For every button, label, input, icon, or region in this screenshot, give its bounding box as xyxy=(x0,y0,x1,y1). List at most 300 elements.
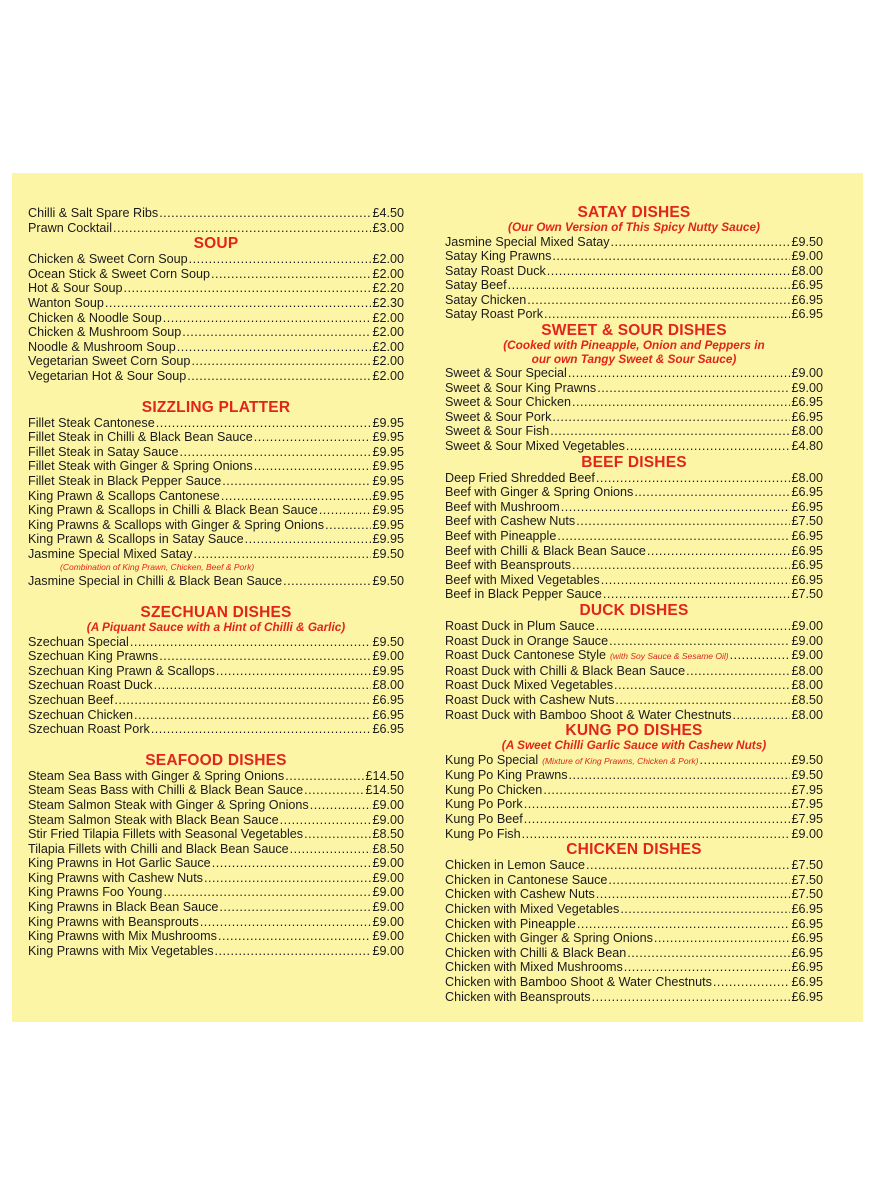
item-price: £6.95 xyxy=(791,989,823,1004)
item-name: Chicken & Sweet Corn Soup xyxy=(28,252,188,267)
dot-leader xyxy=(561,500,791,515)
item-price: £8.00 xyxy=(372,678,404,693)
item-price: £9.00 xyxy=(791,249,823,264)
item-name: Szechuan Special xyxy=(28,634,129,649)
menu-item xyxy=(445,768,823,783)
item-price: £6.95 xyxy=(791,960,823,975)
dot-leader xyxy=(180,445,372,460)
item-name: Chicken with Ginger & Spring Onions xyxy=(445,931,653,946)
dot-leader xyxy=(569,768,791,783)
item-price: £8.00 xyxy=(791,263,823,278)
item-price: £7.50 xyxy=(791,514,823,529)
item-price: £9.50 xyxy=(791,768,823,783)
item-price: £8.00 xyxy=(791,707,823,722)
item-price: £9.95 xyxy=(372,459,404,474)
item-name: Satay Beef xyxy=(445,278,507,293)
menu-item xyxy=(28,649,404,664)
item-price: £7.50 xyxy=(791,872,823,887)
left-column xyxy=(28,206,404,958)
menu-item xyxy=(445,902,823,917)
item-price: £7.50 xyxy=(791,858,823,873)
item-price: £9.95 xyxy=(372,532,404,547)
satay-list xyxy=(445,235,823,323)
item-price: £9.00 xyxy=(372,812,404,827)
item-note: (with Soy Sauce & Sesame Oil) xyxy=(610,651,729,662)
dot-leader xyxy=(163,885,371,900)
item-price: £6.95 xyxy=(791,543,823,558)
item-price: £7.50 xyxy=(791,887,823,902)
item-name: Roast Duck in Plum Sauce xyxy=(445,618,595,633)
menu-item xyxy=(28,693,404,708)
menu-item xyxy=(28,635,404,650)
item-price: £6.95 xyxy=(372,707,404,722)
menu-item xyxy=(28,842,404,857)
item-name: Beef with Chilli & Black Bean Sauce xyxy=(445,543,646,558)
item-price: £2.00 xyxy=(372,266,404,281)
dot-leader xyxy=(634,485,790,500)
sweet-sour-title: SWEET & SOUR DISHES xyxy=(541,322,727,340)
menu-item xyxy=(28,900,404,915)
item-name: Roast Duck with Bamboo Shoot & Water Chestnuts xyxy=(445,707,732,722)
dot-leader xyxy=(211,267,371,282)
dot-leader xyxy=(524,812,791,827)
item-price: £9.95 xyxy=(372,473,404,488)
menu-item xyxy=(445,873,823,888)
menu-item xyxy=(445,558,823,573)
item-price: £9.00 xyxy=(372,943,404,958)
dot-leader xyxy=(552,249,790,264)
seafood-list xyxy=(28,769,404,959)
menu-item xyxy=(28,915,404,930)
item-name: Tilapia Fillets with Chilli and Black Bean Sauce xyxy=(28,841,289,856)
dot-leader xyxy=(159,206,371,221)
dot-leader xyxy=(597,381,790,396)
item-price: £9.00 xyxy=(791,826,823,841)
item-price: £9.00 xyxy=(372,649,404,664)
dot-leader xyxy=(319,503,372,518)
item-price: £7.95 xyxy=(791,782,823,797)
item-name: Chicken in Lemon Sauce xyxy=(445,858,586,873)
item-name: Fillet Steak with Ginger & Spring Onions xyxy=(28,459,253,474)
item-price: £6.95 xyxy=(791,292,823,307)
menu-item xyxy=(445,410,823,425)
dot-leader xyxy=(603,587,791,602)
item-price: £9.00 xyxy=(372,797,404,812)
item-price: £9.00 xyxy=(791,648,823,663)
menu-item xyxy=(445,664,823,679)
dot-leader xyxy=(614,678,790,693)
item-name: King Prawns & Scallops with Ginger & Spring Onions xyxy=(28,517,325,532)
dot-leader xyxy=(572,558,790,573)
dot-leader xyxy=(310,798,372,813)
item-name: Prawn Cocktail xyxy=(28,220,112,235)
menu-item xyxy=(28,783,404,798)
item-price: £9.50 xyxy=(372,634,404,649)
dot-leader xyxy=(290,842,372,857)
menu-item xyxy=(28,678,404,693)
dot-leader xyxy=(557,529,790,544)
dot-leader xyxy=(285,769,364,784)
dot-leader xyxy=(620,902,790,917)
spacer xyxy=(28,737,404,752)
dot-leader xyxy=(524,797,791,812)
item-price: £6.95 xyxy=(791,931,823,946)
item-price: £8.00 xyxy=(791,424,823,439)
item-price: £9.00 xyxy=(372,929,404,944)
menu-item xyxy=(28,445,404,460)
item-price: £9.95 xyxy=(372,444,404,459)
item-name: King Prawn & Scallops Cantonese xyxy=(28,488,220,503)
chicken-title: CHICKEN DISHES xyxy=(566,841,702,859)
combination-note: (Combination of King Prawn, Chicken, Beef & Pork) xyxy=(60,562,255,573)
item-name: Beef with Mixed Vegetables xyxy=(445,572,600,587)
item-name: Satay Roast Duck xyxy=(445,263,546,278)
item-name: Jasmine Special Mixed Satay xyxy=(28,546,193,561)
menu-item xyxy=(28,267,404,282)
item-price: £6.95 xyxy=(791,395,823,410)
satay-subtitle: (Our Own Version of This Spicy Nutty Sauce) xyxy=(508,220,760,234)
item-name: Beef with Mushroom xyxy=(445,499,560,514)
item-price: £9.95 xyxy=(372,430,404,445)
menu-item xyxy=(28,474,404,489)
dot-leader xyxy=(156,416,372,431)
szechuan-title: SZECHUAN DISHES xyxy=(140,604,292,622)
menu-item xyxy=(445,249,823,264)
menu-item xyxy=(445,783,823,798)
item-name: King Prawn & Scallops in Satay Sauce xyxy=(28,532,244,547)
item-name: Beef in Black Pepper Sauce xyxy=(445,587,602,602)
item-price: £9.00 xyxy=(791,380,823,395)
item-price: £2.30 xyxy=(372,295,404,310)
item-price: £9.00 xyxy=(372,870,404,885)
item-name: Steam Sea Bass with Ginger & Spring Onions xyxy=(28,768,285,783)
dot-leader xyxy=(609,634,790,649)
dot-leader xyxy=(219,900,371,915)
item-name: Kung Po Chicken xyxy=(445,782,543,797)
item-price: £6.95 xyxy=(791,558,823,573)
item-name: Vegetarian Hot & Sour Soup xyxy=(28,368,187,383)
item-name: King Prawns Foo Young xyxy=(28,885,163,900)
dot-leader xyxy=(596,619,791,634)
item-name: Szechuan King Prawns xyxy=(28,649,159,664)
menu-item xyxy=(28,325,404,340)
item-price: £7.95 xyxy=(791,797,823,812)
menu-item xyxy=(28,459,404,474)
item-name: Jasmine Special in Chilli & Black Bean Sauce xyxy=(28,574,283,589)
item-name: Fillet Steak in Black Pepper Sauce xyxy=(28,473,222,488)
item-name: Sweet & Sour Special xyxy=(445,366,567,381)
item-name: Szechuan Roast Pork xyxy=(28,722,150,737)
dot-leader xyxy=(200,915,372,930)
item-name: Steam Salmon Steak with Black Bean Sauce xyxy=(28,812,279,827)
menu-item xyxy=(445,514,823,529)
menu-item xyxy=(28,798,404,813)
dot-leader xyxy=(592,990,791,1005)
menu-item xyxy=(445,797,823,812)
dot-leader xyxy=(611,235,791,250)
item-name: Kung Po Beef xyxy=(445,812,523,826)
dot-leader xyxy=(304,783,364,798)
item-name: Beef with Cashew Nuts xyxy=(445,514,576,529)
item-price: £6.95 xyxy=(791,307,823,322)
item-price: £8.00 xyxy=(791,663,823,678)
item-name: Szechuan King Prawn & Scallops xyxy=(28,663,215,678)
dot-leader xyxy=(114,693,371,708)
dot-leader xyxy=(177,340,372,355)
item-name: Kung Po Fish xyxy=(445,826,521,841)
dot-leader xyxy=(105,296,372,311)
item-name: Fillet Steak in Chilli & Black Bean Sauce xyxy=(28,430,253,445)
item-price: £9.00 xyxy=(372,900,404,915)
item-name: Kung Po King Prawns xyxy=(445,768,568,783)
item-name: Roast Duck Cantonese Style xyxy=(445,648,607,663)
item-name: King Prawn & Scallops in Chilli & Black Bean Sauce xyxy=(28,503,318,518)
szechuan-subtitle: (A Piquant Sauce with a Hint of Chilli & Garlic) xyxy=(86,620,346,635)
item-price: £9.95 xyxy=(372,517,404,532)
menu-item xyxy=(445,573,823,588)
item-price: £2.00 xyxy=(372,325,404,340)
menu-item xyxy=(28,354,404,369)
item-price: £9.95 xyxy=(372,488,404,503)
kung-po-title: KUNG PO DISHES xyxy=(565,722,703,740)
menu-item xyxy=(445,471,823,486)
item-price: £6.95 xyxy=(791,901,823,916)
dot-leader xyxy=(568,366,791,381)
menu-item xyxy=(28,871,404,886)
item-name: King Prawns with Mix Mushrooms xyxy=(28,929,217,944)
item-name: King Prawns with Cashew Nuts xyxy=(28,870,203,885)
item-name: Chicken with Cashew Nuts xyxy=(445,887,595,902)
dot-leader xyxy=(576,514,790,529)
menu-item xyxy=(28,416,404,431)
menu-item xyxy=(445,887,823,902)
item-name: King Prawns with Beansprouts xyxy=(28,914,199,929)
menu-item xyxy=(445,693,823,708)
item-name: Roast Duck Mixed Vegetables xyxy=(445,678,614,693)
menu-sheet xyxy=(12,173,863,1022)
item-price: £9.50 xyxy=(791,234,823,249)
dot-leader xyxy=(218,929,372,944)
dot-leader xyxy=(543,783,790,798)
menu-item xyxy=(445,500,823,515)
menu-item xyxy=(445,858,823,873)
item-name: Chicken with Mixed Mushrooms xyxy=(445,960,623,975)
dot-leader xyxy=(601,573,791,588)
item-name: Kung Po Pork xyxy=(445,797,523,812)
item-note: (Mixture of King Prawns, Chicken & Pork) xyxy=(542,755,699,766)
dot-leader xyxy=(733,708,791,723)
menu-item xyxy=(445,946,823,961)
dot-leader xyxy=(615,693,790,708)
item-price: £2.00 xyxy=(372,252,404,267)
sweet-sour-subtitle-1: (Cooked with Pineapple, Onion and Peppers in xyxy=(503,338,765,353)
item-price: £9.95 xyxy=(372,663,404,678)
item-price: £4.50 xyxy=(372,206,404,220)
item-name: Hot & Sour Soup xyxy=(28,281,123,296)
seafood-title: SEAFOOD DISHES xyxy=(145,751,287,769)
menu-item xyxy=(445,648,823,664)
item-price: £8.50 xyxy=(372,827,404,842)
dot-leader xyxy=(654,931,791,946)
item-price: £6.95 xyxy=(791,974,823,989)
dot-leader xyxy=(130,635,372,650)
menu-item xyxy=(28,574,404,589)
dot-leader xyxy=(626,439,791,454)
item-name: Chicken with Pineapple xyxy=(445,916,576,931)
menu-item xyxy=(445,827,823,842)
menu-item xyxy=(445,812,823,827)
item-price: £14.50 xyxy=(365,783,404,798)
dot-leader xyxy=(508,278,791,293)
item-price: £9.00 xyxy=(372,856,404,871)
item-price: £14.50 xyxy=(365,768,404,783)
menu-item xyxy=(445,544,823,559)
dot-leader xyxy=(647,544,791,559)
dot-leader xyxy=(547,264,791,279)
menu-item xyxy=(445,278,823,293)
menu-item xyxy=(28,206,404,221)
dot-leader xyxy=(151,722,372,737)
dot-leader xyxy=(204,871,372,886)
sweet-sour-list xyxy=(445,366,823,454)
dot-leader xyxy=(163,311,372,326)
item-name: King Prawns in Black Bean Sauce xyxy=(28,900,219,915)
item-price: £9.50 xyxy=(372,546,404,561)
dot-leader xyxy=(280,813,372,828)
menu-item xyxy=(28,929,404,944)
item-name: Beef with Ginger & Spring Onions xyxy=(445,485,634,500)
dot-leader xyxy=(283,574,371,589)
menu-item xyxy=(28,503,404,518)
item-name: Roast Duck with Chilli & Black Bean Sauce xyxy=(445,663,686,678)
dot-leader xyxy=(187,369,371,384)
menu-item xyxy=(28,827,404,842)
menu-item xyxy=(445,587,823,602)
item-price: £9.00 xyxy=(791,366,823,381)
menu-item xyxy=(445,366,823,381)
item-price: £6.95 xyxy=(791,409,823,424)
item-name: Kung Po Special xyxy=(445,752,539,767)
menu-item xyxy=(445,975,823,990)
item-price: £9.50 xyxy=(372,574,404,589)
dot-leader xyxy=(527,293,790,308)
dot-leader xyxy=(189,252,372,267)
dot-leader xyxy=(550,424,790,439)
item-name: Steam Salmon Steak with Ginger & Spring Onions xyxy=(28,797,309,812)
menu-item xyxy=(28,532,404,547)
item-name: Fillet Steak in Satay Sauce xyxy=(28,444,179,459)
item-price: £8.00 xyxy=(791,678,823,693)
menu-item xyxy=(445,708,823,723)
dot-leader xyxy=(577,917,791,932)
item-name: Satay King Prawns xyxy=(445,249,552,264)
dot-leader xyxy=(254,459,372,474)
item-price: £7.50 xyxy=(791,587,823,602)
sweet-sour-subtitle-2: our own Tangy Sweet & Sour Sauce) xyxy=(531,351,737,366)
sizzling-platter-list xyxy=(28,416,404,562)
item-name: Noodle & Mushroom Soup xyxy=(28,339,176,354)
dot-leader xyxy=(586,858,790,873)
dot-leader xyxy=(154,678,372,693)
item-price: £6.95 xyxy=(791,916,823,931)
item-price: £9.95 xyxy=(372,415,404,430)
item-price: £6.95 xyxy=(791,572,823,587)
menu-item xyxy=(28,340,404,355)
item-name: Chicken & Mushroom Soup xyxy=(28,325,182,340)
dot-leader xyxy=(304,827,371,842)
menu-item xyxy=(445,424,823,439)
menu-item xyxy=(28,944,404,959)
menu-item xyxy=(28,708,404,723)
satay-title: SATAY DISHES xyxy=(577,204,691,221)
dot-leader xyxy=(730,648,791,663)
item-price: £6.95 xyxy=(791,945,823,960)
item-price: £9.00 xyxy=(791,618,823,633)
item-name: Vegetarian Sweet Corn Soup xyxy=(28,354,191,369)
dot-leader xyxy=(608,873,790,888)
item-price: £9.00 xyxy=(372,885,404,900)
dot-leader xyxy=(686,664,790,679)
dot-leader xyxy=(254,430,372,445)
menu-item xyxy=(28,369,404,384)
menu-item xyxy=(445,931,823,946)
item-price: £6.95 xyxy=(372,692,404,707)
dot-leader xyxy=(222,474,371,489)
menu-item xyxy=(445,439,823,454)
item-price: £2.00 xyxy=(372,368,404,383)
menu-item xyxy=(445,529,823,544)
menu-item xyxy=(445,235,823,250)
menu-item xyxy=(28,518,404,533)
menu-item xyxy=(445,307,823,322)
dot-leader xyxy=(596,887,791,902)
item-name: Szechuan Beef xyxy=(28,692,114,707)
dot-leader xyxy=(212,856,372,871)
item-name: Sweet & Sour Mixed Vegetables xyxy=(445,439,625,454)
beef-list xyxy=(445,471,823,602)
kung-po-subtitle: (A Sweet Chilli Garlic Sauce with Cashew Nuts) xyxy=(501,738,767,753)
item-name: Deep Fried Shredded Beef xyxy=(445,470,595,485)
dot-leader xyxy=(182,325,371,340)
menu-item xyxy=(28,664,404,679)
item-price: £9.95 xyxy=(372,503,404,518)
duck-list xyxy=(445,619,823,722)
item-price: £7.95 xyxy=(791,812,823,826)
szechuan-list xyxy=(28,635,404,737)
menu-item xyxy=(445,395,823,410)
menu-item xyxy=(445,293,823,308)
menu-item xyxy=(28,813,404,828)
item-price: £8.50 xyxy=(372,841,404,856)
item-name: King Prawns in Hot Garlic Sauce xyxy=(28,856,211,871)
menu-item xyxy=(28,430,404,445)
item-price: £6.95 xyxy=(791,485,823,500)
menu-item xyxy=(445,264,823,279)
menu-item xyxy=(445,678,823,693)
menu-item xyxy=(28,769,404,784)
item-price: £9.00 xyxy=(372,914,404,929)
item-name: Chicken with Bamboo Shoot & Water Chestnuts xyxy=(445,974,712,989)
menu-item xyxy=(445,381,823,396)
chicken-list xyxy=(445,858,823,1004)
menu-item xyxy=(445,990,823,1005)
soup-list xyxy=(28,252,404,383)
sizzling-platter-last xyxy=(28,574,404,589)
sizzling-platter-title: SIZZLING PLATTER xyxy=(141,398,291,416)
starters-list xyxy=(28,206,404,235)
menu-item xyxy=(28,311,404,326)
item-name: Beef with Pineapple xyxy=(445,529,557,543)
